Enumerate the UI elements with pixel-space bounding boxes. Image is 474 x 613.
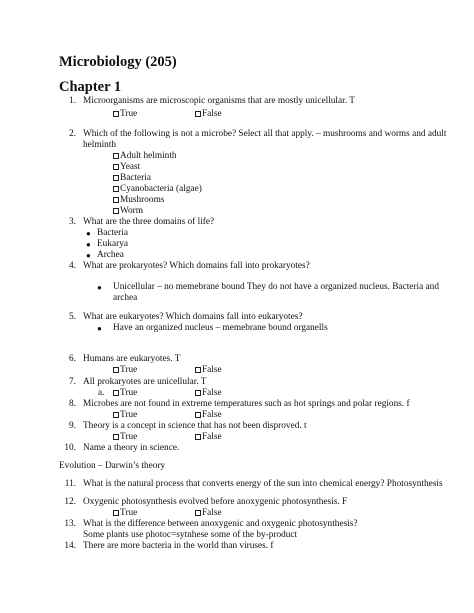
answer-text: Some plants use photoc=sytnhese some of the by-product: [83, 530, 298, 540]
question-text: What is the natural process that converts energy of the sun into chemical energy? Photosynthesis: [83, 479, 443, 489]
bullet-item: Archea: [97, 250, 124, 260]
answer-text: Unicellular – no memebrane bound They do not have a organized nucleus. Bacteria and: [113, 282, 439, 292]
bullet-icon: ●: [86, 251, 91, 260]
checkbox-icon: [113, 434, 119, 440]
true-option[interactable]: True: [113, 109, 137, 120]
checkbox-icon: [195, 367, 201, 373]
bullet-icon: ●: [86, 240, 91, 249]
checkbox-option[interactable]: Yeast: [113, 162, 140, 173]
checkbox-icon: [113, 175, 119, 181]
section-heading: Evolution – Darwin’s theory: [59, 461, 166, 471]
question-text: All prokaryotes are unicellular. T: [83, 377, 207, 387]
bullet-icon: ●: [97, 324, 102, 333]
question-text-continued: helminth: [83, 140, 117, 150]
checkbox-icon: [113, 390, 119, 396]
question-text: There are more bacteria in the world than viruses. f: [83, 541, 274, 551]
question-number: 5.: [69, 312, 76, 322]
question-number: 7.: [69, 377, 76, 387]
question-number: 4.: [69, 261, 76, 271]
false-option[interactable]: False: [195, 508, 222, 519]
question-text: Theory is a concept in science that has not been disproved. t: [83, 421, 307, 431]
false-option[interactable]: False: [195, 388, 222, 399]
checkbox-option[interactable]: Adult helminth: [113, 151, 177, 162]
checkbox-icon: [113, 111, 119, 117]
checkbox-icon: [113, 197, 119, 203]
question-text: What are eukaryotes? Which domains fall into eukaryotes?: [83, 312, 303, 322]
checkbox-icon: [113, 186, 119, 192]
true-option[interactable]: True: [113, 410, 137, 421]
checkbox-icon: [113, 367, 119, 373]
checkbox-icon: [195, 510, 201, 516]
checkbox-icon: [195, 434, 201, 440]
answer-text-continued: archea: [113, 293, 138, 303]
checkbox-icon: [195, 412, 201, 418]
question-number: 11.: [64, 479, 76, 489]
question-number: 1.: [69, 96, 76, 106]
false-option[interactable]: False: [195, 109, 222, 120]
question-text: Oxygenic photosynthesis evolved before anoxygenic photosynthesis. F: [83, 497, 348, 507]
question-number: 2.: [69, 129, 76, 139]
question-text: Name a theory in science.: [83, 443, 180, 453]
question-number: 6.: [69, 354, 76, 364]
checkbox-option[interactable]: Mushrooms: [113, 195, 164, 206]
true-option[interactable]: True: [113, 508, 137, 519]
chapter-heading: Chapter 1: [59, 79, 122, 95]
question-text: What are the three domains of life?: [83, 217, 215, 227]
checkbox-icon: [113, 510, 119, 516]
false-option[interactable]: False: [195, 410, 222, 421]
false-option[interactable]: False: [195, 432, 222, 443]
question-number: 9.: [69, 421, 76, 431]
question-number: 12.: [64, 497, 76, 507]
checkbox-icon: [195, 390, 201, 396]
checkbox-option[interactable]: Cyanobacteria (algae): [113, 184, 202, 195]
checkbox-option[interactable]: Worm: [113, 206, 143, 217]
question-text: Which of the following is not a microbe? Select all that apply. – mushrooms and worms and adult: [83, 129, 447, 139]
question-text: What are prokaryotes? Which domains fall into prokaryotes?: [83, 261, 310, 271]
question-text: Microorganisms are microscopic organisms that are mostly unicellular. T: [83, 96, 355, 106]
false-option[interactable]: False: [195, 365, 222, 376]
true-option[interactable]: True: [113, 388, 137, 399]
checkbox-icon: [113, 164, 119, 170]
question-text: Microbes are not found in extreme temperatures such as hot springs and polar regions. f: [83, 399, 410, 409]
question-number: 8.: [69, 399, 76, 409]
checkbox-icon: [113, 412, 119, 418]
question-number: 3.: [69, 217, 76, 227]
bullet-item: Bacteria: [97, 228, 128, 238]
question-text: Humans are eukaryotes. T: [83, 354, 181, 364]
checkbox-icon: [195, 111, 201, 117]
bullet-icon: ●: [97, 283, 102, 292]
question-number: 10.: [64, 443, 76, 453]
checkbox-icon: [113, 208, 119, 214]
answer-text: Have an organized nucleus – memebrane bound organells: [113, 323, 328, 333]
sub-item-label: a.: [98, 388, 105, 398]
question-text: What is the difference between anoxygenic and oxygenic photosynthesis?: [83, 519, 358, 529]
document-title: Microbiology (205): [59, 54, 177, 70]
bullet-item: Eukarya: [97, 239, 128, 249]
question-number: 13.: [64, 519, 76, 529]
true-option[interactable]: True: [113, 432, 137, 443]
true-option[interactable]: True: [113, 365, 137, 376]
bullet-icon: ●: [86, 229, 91, 238]
checkbox-icon: [113, 153, 119, 159]
question-number: 14.: [64, 541, 76, 551]
checkbox-option[interactable]: Bacteria: [113, 173, 151, 184]
